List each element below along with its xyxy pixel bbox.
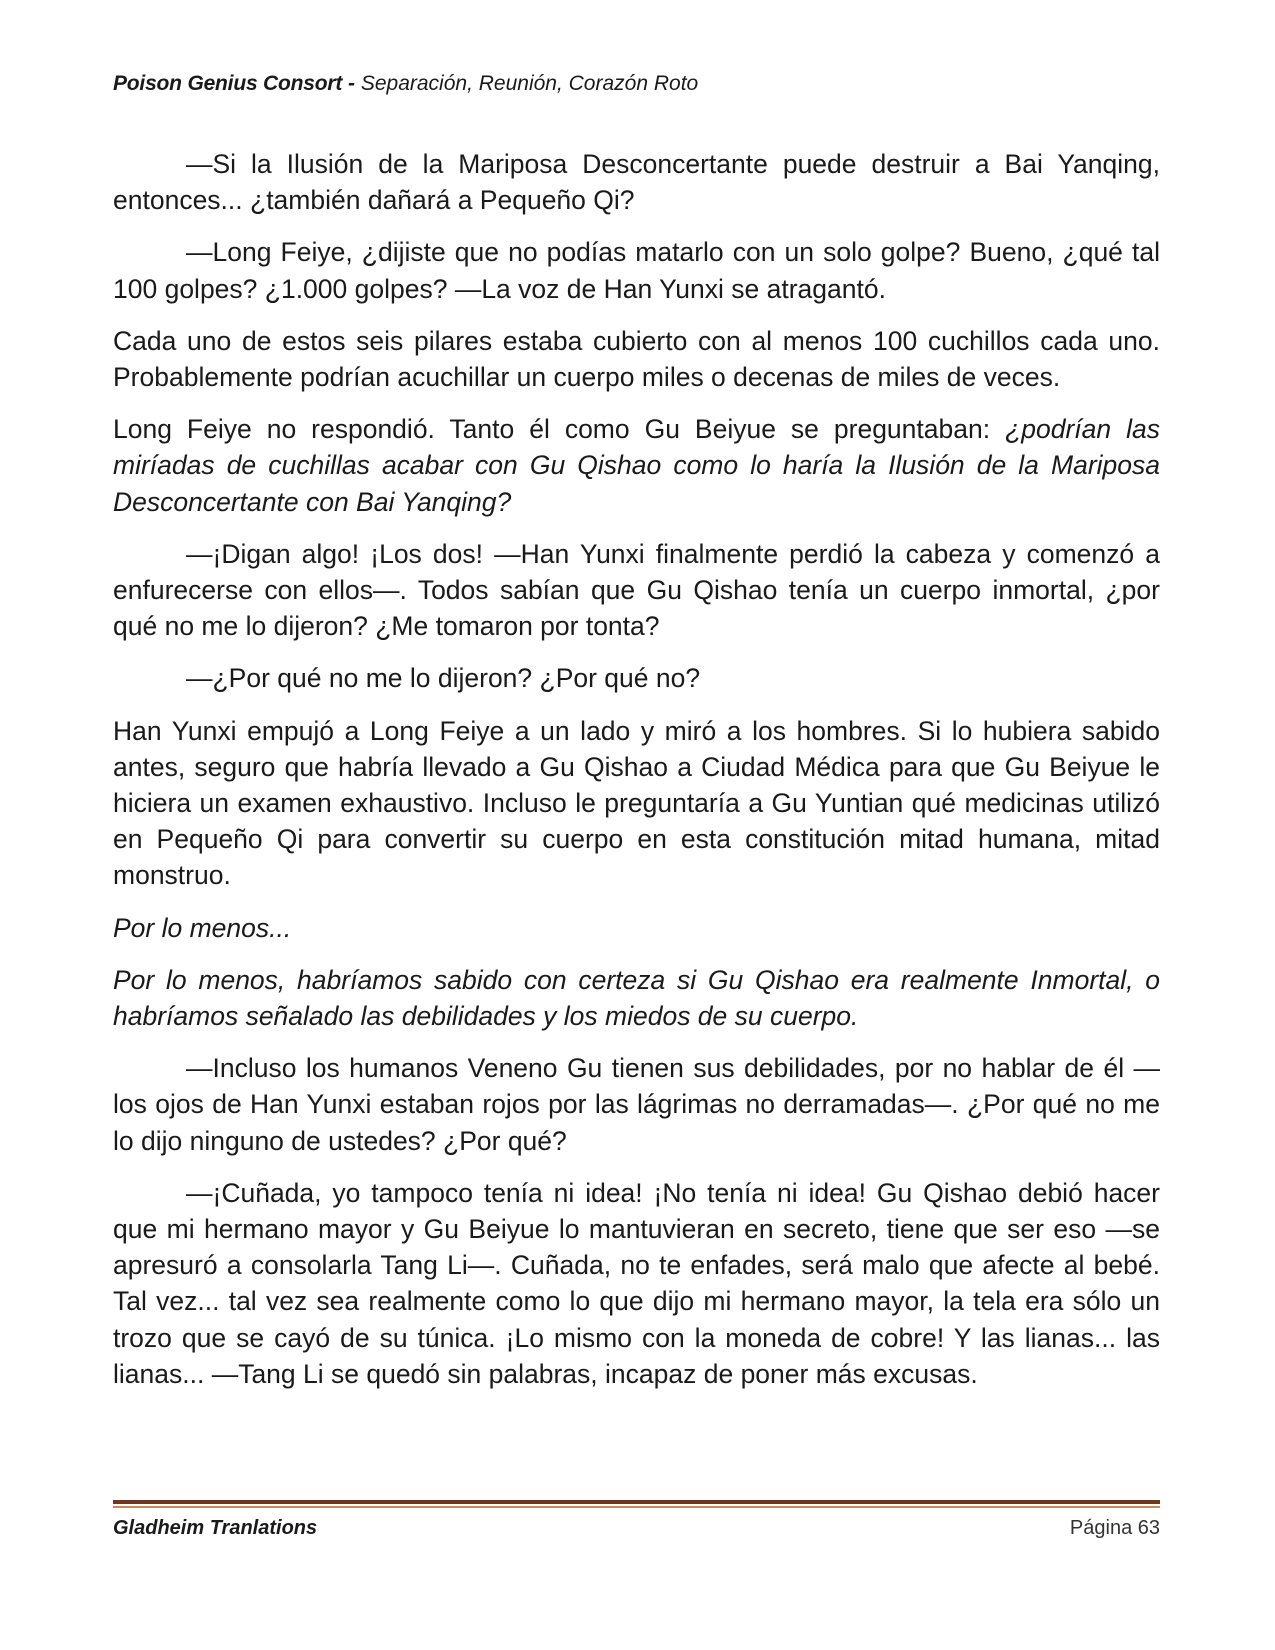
paragraph: —¡Cuñada, yo tampoco tenía ni idea! ¡No tenía ni idea! Gu Qishao debió hacer que mi hermano mayor y Gu Beiyue lo mantuvieran en secreto, tiene que ser eso —se apresuró a consolarla Tang Li—. Cuñada, no te enfades, será malo que afecte al bebé. Tal vez... tal vez sea realmente como lo que dijo mi hermano mayor, la tela era sólo un trozo que se cayó de su túnica. ¡Lo mismo con la moneda de cobre! Y las lianas... las lianas... —Tang Li se quedó sin palabras, incapaz de poner más excusas. (113, 1177, 1160, 1389)
paragraph-italic: Por lo menos, habríamos sabido con certeza si Gu Qishao era realmente Inmortal, o habríamos señalado las debilidades y los miedos de su cuerpo. (113, 964, 1160, 1032)
footer-translator-credit: Gladheim Tranlations (113, 1517, 318, 1539)
header-book-title: Poison Genius Consort (113, 72, 343, 95)
paragraph: —Incluso los humanos Veneno Gu tienen sus debilidades, por no hablar de él —los ojos de Han Yunxi estaban rojos por las lágrimas no derramadas—. ¿Por qué no me lo dijo ninguno de ustedes? ¿Por qué? (113, 1053, 1160, 1156)
paragraph (113, 411, 1160, 520)
header-separator: - (342, 72, 361, 95)
paragraph-italic: Por lo menos... (113, 912, 292, 943)
paragraph: Cada uno de estos seis pilares estaba cubierto con al menos 100 cuchillos cada uno. Probablemente podrían acuchillar un cuerpo miles o decenas de miles de veces. (113, 325, 1160, 393)
paragraph: —¿Por qué no me lo dijeron? ¿Por qué no? (186, 663, 701, 694)
running-header (113, 72, 698, 96)
page-number: Página 63 (1069, 1517, 1160, 1539)
paragraph: —Long Feiye, ¿dijiste que no podías matarlo con un solo golpe? Bueno, ¿qué tal 100 golpes? ¿1.000 golpes? —La voz de Han Yunxi se atragantó. (113, 237, 1160, 304)
document-body (113, 146, 1160, 1408)
paragraph: —¡Digan algo! ¡Los dos! —Han Yunxi finalmente perdió la cabeza y comenzó a enfurecerse con ellos—. Todos sabían que Gu Qishao tenía un cuerpo inmortal, ¿por qué no me lo dijeron? ¿Me tomaron por tonta? (113, 538, 1160, 642)
paragraph-text: Long Feiye no respondió. Tanto él como Gu Beiyue se preguntaban: (113, 414, 1006, 445)
paragraph: Han Yunxi empujó a Long Feiye a un lado y miró a los hombres. Si lo hubiera sabido antes, seguro que habría llevado a Gu Qishao a Ciudad Médica para que Gu Beiyue le hiciera un examen exhaustivo. Incluso le preguntaría a Gu Yuntian qué medicinas utilizó en Pequeño Qi para convertir su cuerpo en esta constitución mitad humana, mitad monstruo. (113, 715, 1160, 891)
footer-divider-thin (113, 1506, 1160, 1508)
header-chapter-title: Separación, Reunión, Corazón Roto (360, 72, 699, 95)
paragraph: —Si la Ilusión de la Mariposa Desconcertante puede destruir a Bai Yanqing, entonces... ¿también dañará a Pequeño Qi? (113, 149, 1160, 216)
footer-divider-thick (113, 1500, 1160, 1504)
paragraph-italic-text: ¿podrían las miríadas de cuchillas acabar con Gu Qishao como lo haría la Ilusión de la Mariposa Desconcertante con Bai Yanqing? (113, 414, 1160, 517)
